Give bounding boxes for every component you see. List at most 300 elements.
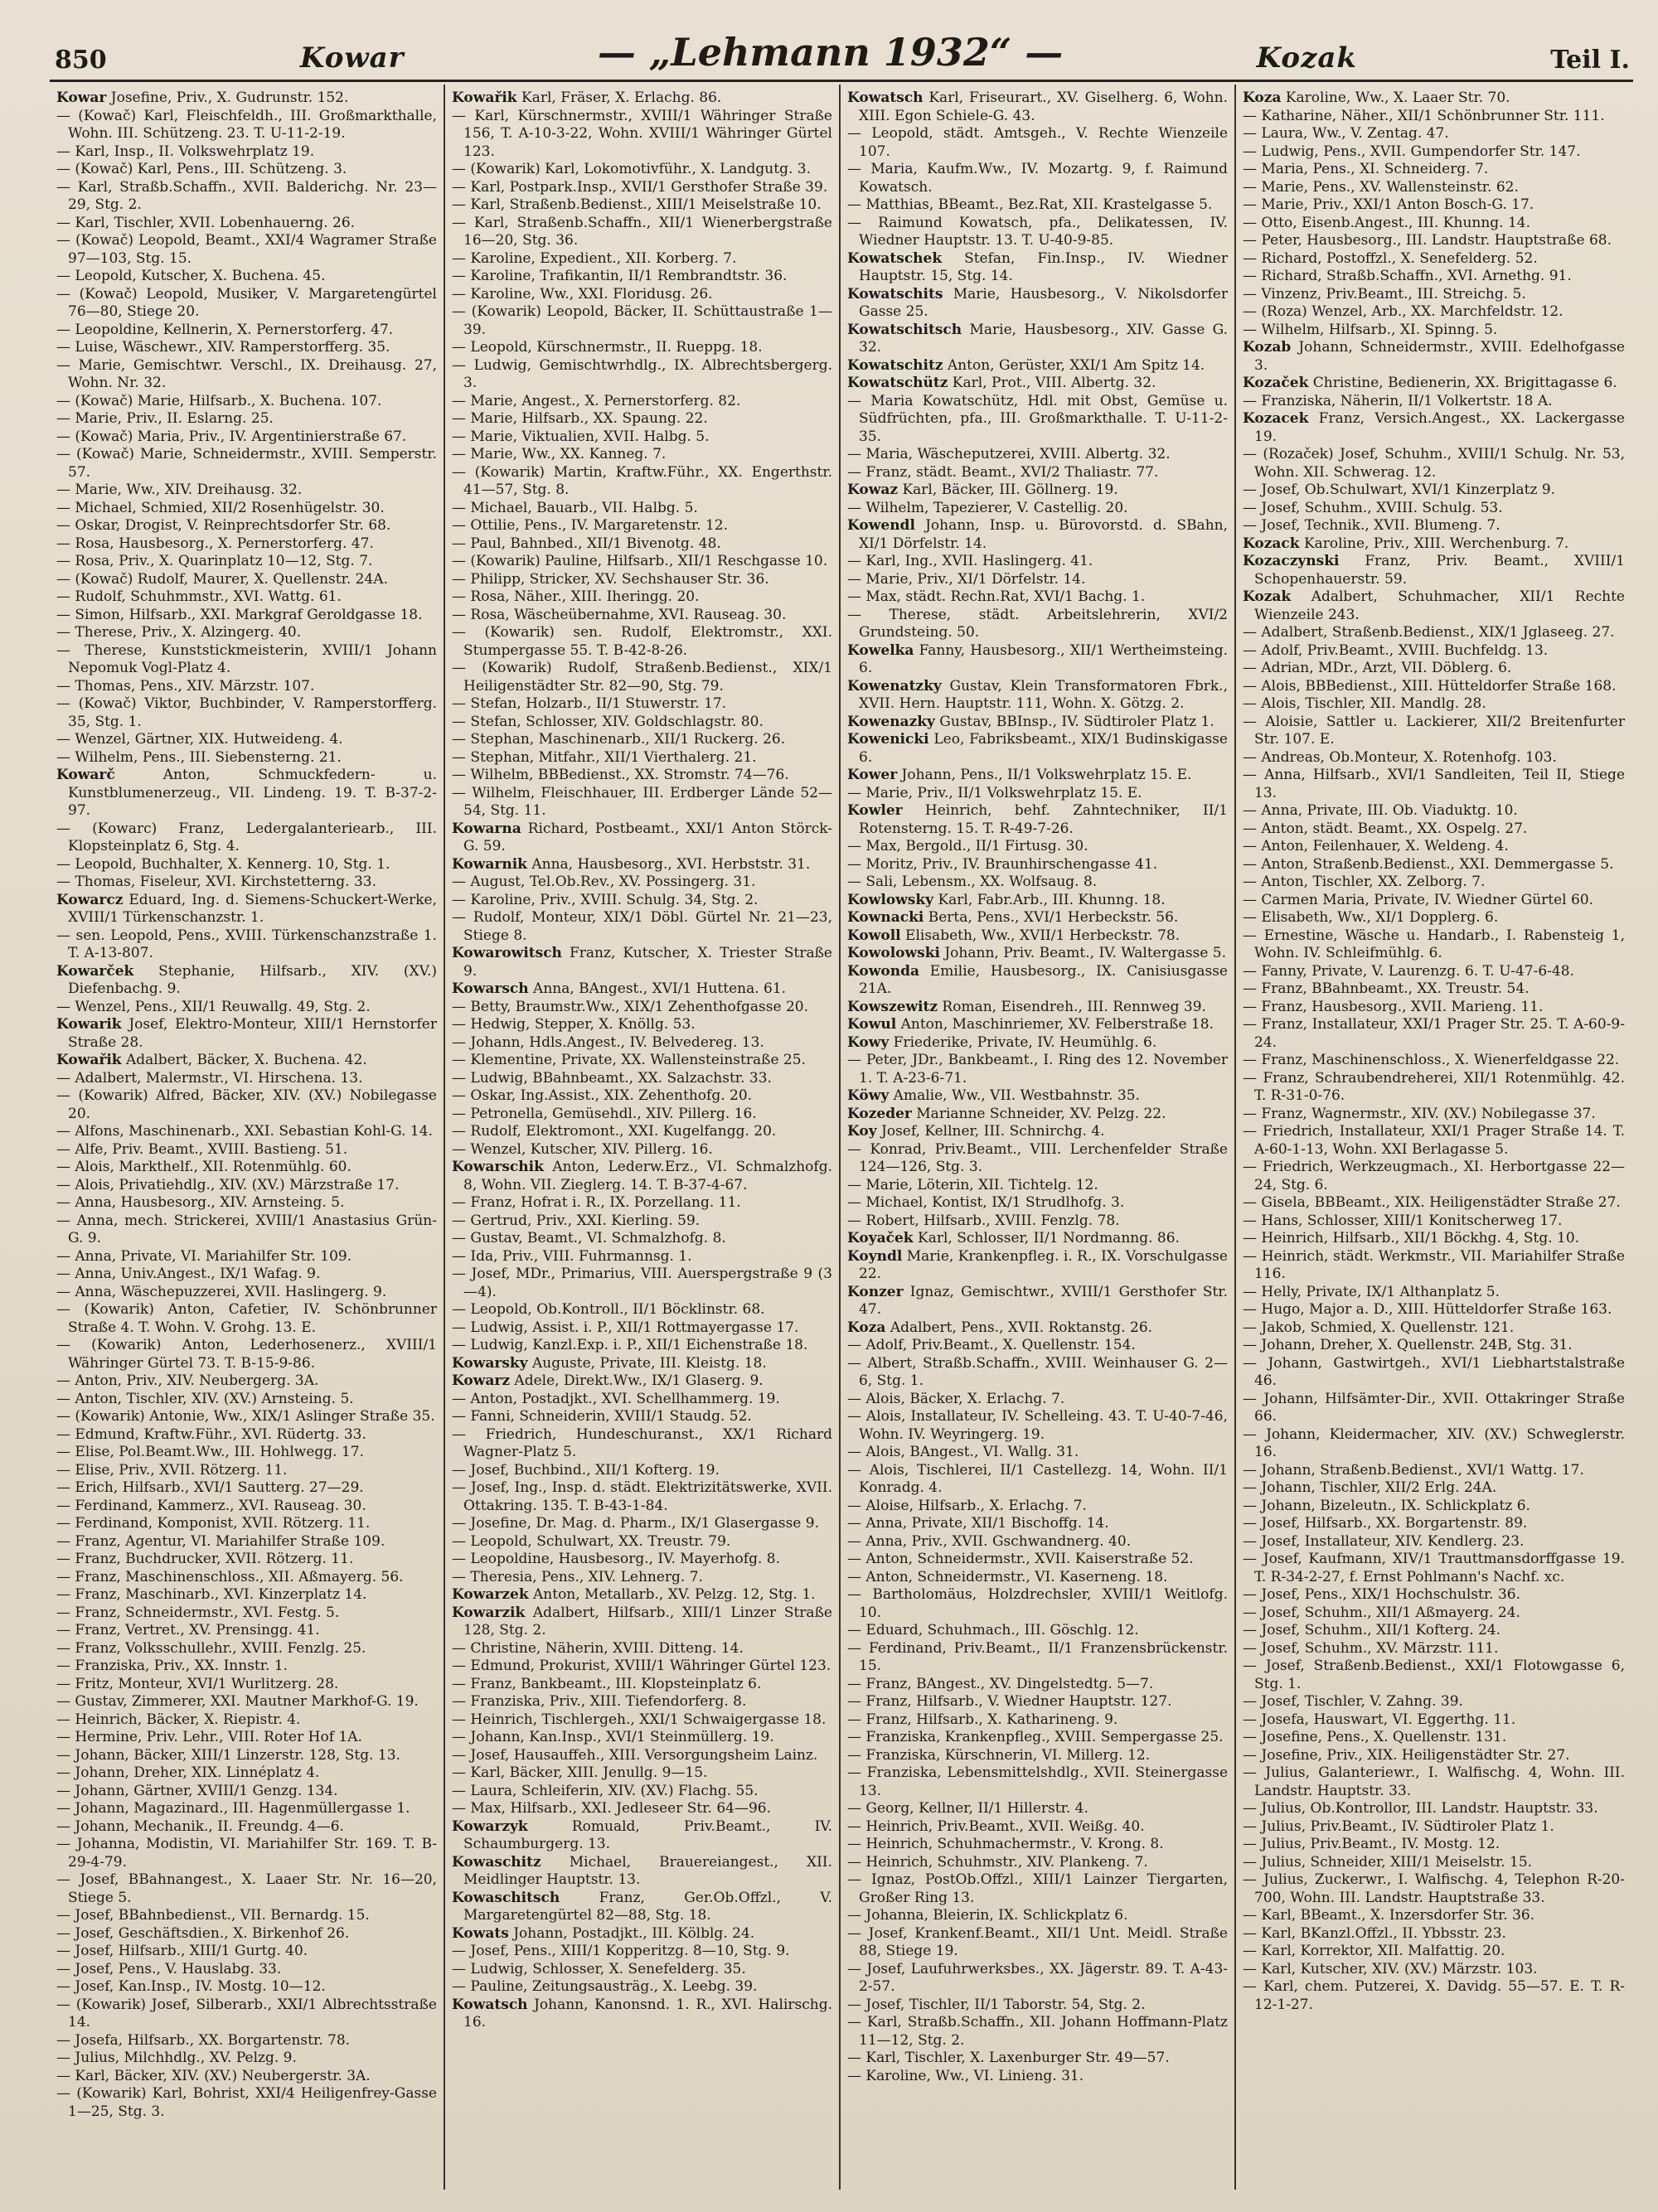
directory-entry: Kowaschitz Michael, Brauereiangest., XII. Meidlinger Hauptstr. 13. [452, 1853, 832, 1888]
directory-entry: Kozaček Christine, Bedienerin, XX. Brigittagasse 6. [1243, 375, 1617, 391]
directory-entry: — (Kowač) Maria, Priv., IV. Argentinierstraße 67. [56, 428, 407, 445]
directory-entry: — Franz, Maschinarb., XVI. Kinzerplatz 14. [56, 1586, 367, 1603]
directory-entry: — Josefine, Priv., XIX. Heiligenstädter Str. 27. [1243, 1746, 1570, 1764]
directory-entry: — Gustav, Zimmerer, XXI. Mautner Markhof-G. 19. [56, 1693, 419, 1710]
directory-entry: — Klementine, Private, XX. Wallensteinstraße 25. [452, 1052, 806, 1068]
directory-entry: — Josef, Schuhm., XII/1 Aßmayerg. 24. [1243, 1604, 1520, 1621]
directory-entry: — Franz, Hofrat i. R., IX. Porzellang. 11. [452, 1194, 741, 1211]
directory-entry: — Ludwig, Kanzl.Exp. i. P., XII/1 Eichenstraße 18. [452, 1337, 808, 1353]
directory-entry: — Johann, Hilfsämter-Dir., XVII. Ottakringer Straße 66. [1243, 1390, 1625, 1425]
directory-entry: — Paul, Bahnbed., XII/1 Bivenotg. 48. [452, 535, 721, 552]
directory-entry: — Karl, Straßenb.Schaffn., XII/1 Wienerbergstraße 16—20, Stg. 36. [452, 214, 832, 249]
directory-entry: — Julius, Ob.Kontrollor, III. Landstr. Hauptstr. 33. [1243, 1800, 1598, 1817]
directory-entry: Kowarsky Auguste, Private, III. Kleistg. 18. [452, 1354, 767, 1372]
directory-entry: Kowarcz Eduard, Ing. d. Siemens-Schuckert-Werke, XVIII/1 Türkenschanzstr. 1. [56, 891, 437, 926]
directory-entry: Kowar Josefine, Priv., X. Gudrunstr. 152. [56, 90, 349, 106]
directory-entry: — Wenzel, Kutscher, XIV. Pillerg. 16. [452, 1140, 713, 1158]
directory-entry: — Helly, Private, IX/1 Althanplatz 5. [1243, 1283, 1500, 1300]
directory-entry: — Josef, Pens., V. Hauslabg. 33. [56, 1960, 282, 1977]
directory-entry: — Rosa, Wäscheübernahme, XVI. Rauseag. 30. [452, 606, 787, 623]
directory-entry: Kowatschütz Karl, Prot., VIII. Albertg. 32. [847, 375, 1156, 391]
directory-entry: — Karl, Postpark.Insp., XVII/1 Gersthofer Straße 39. [452, 178, 828, 196]
directory-entry: — (Roza) Wenzel, Arb., XX. Marchfeldstr. 12. [1243, 303, 1563, 320]
directory-entry: — Marie, Priv., XI/1 Dörfelstr. 14. [847, 570, 1086, 588]
directory-entry: — Julius, Priv.Beamt., IV. Südtiroler Platz 1. [1243, 1818, 1554, 1835]
directory-entry: — Wenzel, Pens., XII/1 Reuwallg. 49, Stg. 2. [56, 998, 371, 1015]
directory-entry: — Franz, Schneidermstr., XVI. Festg. 5. [56, 1604, 340, 1621]
directory-entry: — Elisabeth, Ww., XI/1 Dopplerg. 6. [1243, 909, 1499, 926]
directory-entry: — Heinrich, Schuhmstr., XIV. Plankeng. 7. [847, 1853, 1148, 1871]
directory-entry: Kowarzyk Romuald, Priv.Beamt., IV. Schaumburgerg. 13. [452, 1818, 832, 1852]
directory-entry: Kowarowitsch Franz, Kutscher, X. Triester Straße 9. [452, 945, 832, 980]
directory-entry: — Josef, Geschäftsdien., X. Birkenhof 26. [56, 1924, 350, 1942]
directory-entry: — Karl, Straßb.Schaffn., XII. Johann Hoffmann-Platz 11—12, Stg. 2. [847, 2014, 1228, 2049]
directory-entry: — Franz, Agentur, VI. Mariahilfer Straße 109. [56, 1532, 385, 1550]
directory-entry: — Jakob, Schmied, X. Quellenstr. 121. [1243, 1319, 1515, 1336]
directory-entry: — Anton, Priv., XIV. Neubergerg. 3A. [56, 1372, 319, 1389]
directory-entry: — Heinrich, Priv.Beamt., XVII. Weißg. 40. [847, 1818, 1145, 1835]
directory-entry: — Rosa, Priv., X. Quarinplatz 10—12, Stg. 7. [56, 553, 373, 569]
directory-entry: — Marie, Viktualien, XVII. Halbg. 5. [452, 428, 710, 445]
directory-entry: Kowenazky Gustav, BBInsp., IV. Südtiroler Platz 1. [847, 713, 1214, 730]
directory-entry: Kowelka Fanny, Hausbesorg., XII/1 Wertheimsteing. 6. [847, 641, 1228, 676]
directory-entry: — Edmund, Prokurist, XVIII/1 Währinger Gürtel 123. [452, 1658, 831, 1674]
directory-entry: — Ludwig, Schlosser, X. Senefelderg. 35. [452, 1960, 746, 1977]
directory-entry: — (Kowarik) Pauline, Hilfsarb., XII/1 Reschgasse 10. [452, 553, 828, 569]
directory-entry: — Karl, Bäcker, XIV. (XV.) Neubergerstr. 3A. [56, 2067, 371, 2084]
directory-entry: Kowarček Stephanie, Hilfsarb., XIV. (XV.) Diefenbachg. 9. [56, 962, 437, 997]
directory-entry: Kozack Karoline, Priv., XIII. Werchenburg. 7. [1243, 535, 1569, 552]
directory-entry: — Alfe, Priv. Beamt., XVIII. Bastieng. 51. [56, 1140, 348, 1158]
directory-entry: — Leopold, Schulwart, XX. Treustr. 79. [452, 1532, 731, 1550]
directory-entry: — Marie, Ww., XIV. Dreihausg. 32. [56, 482, 303, 498]
directory-entry: — Josef, Technik., XVII. Blumeng. 7. [1243, 517, 1500, 534]
directory-entry: — Katharine, Näher., XII/1 Schönbrunner Str. 111. [1243, 107, 1605, 124]
directory-entry: — (Kowarik) Leopold, Bäcker, II. Schüttaustraße 1—39. [452, 303, 832, 338]
directory-entry: — (Kowač) Karl, Fleischfeldh., III. Großmarkthalle, Wohn. III. Schützeng. 23. T. U-11-2-19. [56, 107, 437, 142]
directory-entry: — Michael, Kontist, IX/1 Strudlhofg. 3. [847, 1194, 1125, 1211]
directory-entry: — Karl, chem. Putzerei, X. Davidg. 55—57. E. T. R-12-1-27. [1243, 1978, 1625, 2013]
directory-entry: — Alois, BAngest., VI. Wallg. 31. [847, 1444, 1079, 1460]
directory-entry: — Philipp, Stricker, XV. Sechshauser Str. 36. [452, 570, 769, 588]
directory-entry: — (Kowarik) sen. Rudolf, Elektromstr., XXI. Stumpergasse 55. T. B-42-8-26. [452, 624, 832, 659]
directory-entry: — Josef, Schuhm., XII/1 Kofterg. 24. [1243, 1622, 1501, 1638]
directory-entry: — Adolf, Priv.Beamt., X. Quellenstr. 154. [847, 1337, 1136, 1353]
directory-entry: — Anna, Wäschepuzzerei, XVII. Haslingerg. 9. [56, 1283, 387, 1300]
directory-entry: — Franz, Wagnermstr., XIV. (XV.) Nobilegasse 37. [1243, 1105, 1596, 1122]
directory-entry: — Ferdinand, Komponist, XVII. Rötzerg. 11. [56, 1515, 371, 1532]
directory-entry: Kowendl Johann, Insp. u. Bürovorstd. d. SBahn, XI/1 Dörfelstr. 14. [847, 517, 1228, 552]
directory-entry: — (Kowač) Leopold, Musiker, V. Margaretengürtel 76—80, Stiege 20. [56, 285, 437, 320]
directory-entry: — (Kowač) Marie, Schneidermstr., XVIII. Semperstr. 57. [56, 446, 437, 481]
directory-entry: — Josefine, Pens., X. Quellenstr. 131. [1243, 1729, 1507, 1745]
column-4 [1236, 85, 1631, 2190]
directory-entry: — Alois, Installateur, IV. Schelleing. 43. T. U-40-7-46, Wohn. IV. Weyringerg. 19. [847, 1408, 1228, 1443]
directory-entry: — Franz, Vertret., XV. Prensingg. 41. [56, 1622, 320, 1638]
directory-entry: — Eduard, Schuhmach., III. Göschlg. 12. [847, 1622, 1139, 1638]
directory-entry: — Ludwig, Gemischtwrhdlg., IX. Albrechtsbergerg. 3. [452, 356, 832, 391]
directory-entry: — Marie, Priv., II/1 Volkswehrplatz 15. E. [847, 784, 1142, 801]
directory-entry: — Josefa, Hilfsarb., XX. Borgartenstr. 78. [56, 2031, 351, 2049]
directory-entry: Koy Josef, Kellner, III. Schnirchg. 4. [847, 1123, 1105, 1140]
directory-entry: — Georg, Kellner, II/1 Hillerstr. 4. [847, 1800, 1088, 1817]
directory-entry: — Karl, Bäcker, XIII. Jenullg. 9—15. [452, 1764, 708, 1781]
directory-entry: Kowatschits Marie, Hausbesorg., V. Nikolsdorfer Gasse 25. [847, 285, 1228, 320]
directory-entry: — Josefine, Dr. Mag. d. Pharm., IX/1 Glasergasse 9. [452, 1515, 819, 1532]
directory-entry: Kowatsch Johann, Kanonsnd. 1. R., XVI. Halirschg. 16. [452, 1996, 832, 2030]
directory-entry: — Laura, Ww., V. Zentag. 47. [1243, 125, 1449, 142]
directory-entry: — Karl, Straßenb.Bedienst., XIII/1 Meiselstraße 10. [452, 196, 822, 213]
directory-entry: — Julius, Schneider, XIII/1 Meiselstr. 15. [1243, 1853, 1533, 1871]
directory-entry: — Michael, Bauarb., VII. Halbg. 5. [452, 499, 698, 516]
directory-entry: — Franz, Maschinenschloss., XII. Aßmayerg. 56. [56, 1568, 404, 1585]
directory-entry: — Josef, Hausauffeh., XIII. Versorgungsheim Lainz. [452, 1746, 818, 1764]
directory-entry: — Franz, Schraubendreherei, XII/1 Rotenmühlg. 42. T. R-31-0-76. [1243, 1069, 1625, 1104]
directory-entry: Kozeder Marianne Schneider, XV. Pelzg. 22. [847, 1105, 1166, 1122]
directory-entry: — Ludwig, Pens., XVII. Gumpendorfer Str. 147. [1243, 143, 1581, 160]
directory-entry: — Alois, Tischlerei, II/1 Castellezg. 14, Wohn. II/1 Konradg. 4. [847, 1461, 1228, 1496]
directory-entry: — Anton, Postadjkt., XVI. Schellhammerg. 19. [452, 1390, 780, 1407]
directory-entry: — Franz, Installateur, XXI/1 Prager Str. 25. T. A-60-9-24. [1243, 1016, 1625, 1051]
directory-entry: — Max, Hilfsarb., XXI. Jedleseer Str. 64—96. [452, 1800, 771, 1817]
directory-entry: — Franz, Bankbeamt., III. Klopsteinplatz 6. [452, 1675, 762, 1692]
directory-entry: — Karl, Tischler, X. Laxenburger Str. 49—57. [847, 2050, 1170, 2066]
directory-entry: — Johann, Dreher, X. Quellenstr. 24B, Stg. 31. [1243, 1337, 1573, 1353]
directory-entry: — Laura, Schleiferin, XIV. (XV.) Flachg. 55. [452, 1782, 759, 1799]
directory-entry: — Richard, Straßb.Schaffn., XVI. Arnethg. 91. [1243, 268, 1572, 284]
directory-entry: — Marie, Priv., XXI/1 Anton Bosch-G. 17. [1243, 196, 1534, 213]
directory-entry: — Alois, Privatiehdlg., XIV. (XV.) Märzstraße 17. [56, 1176, 400, 1193]
directory-entry: Kowszewitz Roman, Eisendreh., III. Rennweg 39. [847, 998, 1206, 1015]
directory-entry: — Franziska, Krankenpfleg., XVIII. Sempergasse 25. [847, 1729, 1224, 1745]
directory-entry: — Petronella, Gemüsehdl., XIV. Pillerg. 16. [452, 1105, 757, 1122]
directory-entry: Kowarna Richard, Postbeamt., XXI/1 Anton Störck-G. 59. [452, 820, 832, 854]
directory-entry: Kowaschitsch Franz, Ger.Ob.Offzl., V. Margaretengürtel 82—88, Stg. 18. [452, 1889, 832, 1924]
directory-entry: — Karoline, Ww., XXI. Floridusg. 26. [452, 285, 713, 303]
directory-entry: Koza Adalbert, Pens., XVII. Roktanstg. 26. [847, 1319, 1153, 1336]
directory-entry: — (Kowač) Leopold, Beamt., XXI/4 Wagramer Straße 97—103, Stg. 15. [56, 232, 437, 267]
directory-entry: — Konrad, Priv.Beamt., VIII. Lerchenfelder Straße 124—126, Stg. 3. [847, 1140, 1228, 1175]
directory-entry: Kowarnik Anna, Hausbesorg., XVI. Herbststr. 31. [452, 855, 811, 873]
directory-entry: Kowler Heinrich, behf. Zahntechniker, II/1 Rotensterng. 15. T. R-49-7-26. [847, 802, 1228, 837]
directory-entry: — Stephan, Maschinenarb., XII/1 Ruckerg. 26. [452, 731, 786, 748]
directory-entry: — Johann, Bäcker, XIII/1 Linzerstr. 128, Stg. 13. [56, 1746, 400, 1764]
directory-entry: — Gustav, Beamt., VI. Schmalzhofg. 8. [452, 1230, 726, 1246]
directory-entry: — Robert, Hilfsarb., XVIII. Fenzlg. 78. [847, 1212, 1120, 1229]
directory-entry: — Karl, Korrektor, XII. Malfattig. 20. [1243, 1943, 1505, 1959]
directory-entry: — Heinrich, städt. Werkmstr., VII. Mariahilfer Straße 116. [1243, 1247, 1625, 1282]
page-header [55, 25, 1630, 75]
directory-entry: — Max, städt. Rechn.Rat, XVI/1 Bachg. 1. [847, 588, 1146, 605]
directory-entry: — Josefa, Hauswart, VI. Eggerthg. 11. [1243, 1711, 1516, 1728]
header-rule [50, 80, 1633, 82]
directory-entry: — Franziska, Kürschnerin, VI. Millerg. 12. [847, 1746, 1151, 1764]
directory-entry: — Richard, Postoffzl., X. Senefelderg. 52. [1243, 249, 1538, 267]
directory-entry: — Josef, Installateur, XIV. Kendlerg. 23. [1243, 1532, 1525, 1550]
directory-entry: — Erich, Hilfsarb., XVI/1 Sautterg. 27—29. [56, 1479, 364, 1496]
directory-entry: Kowonda Emilie, Hausbesorg., IX. Canisiusgasse 21A. [847, 962, 1228, 997]
directory-entry: — Marie, Hilfsarb., XX. Spaung. 22. [452, 410, 708, 427]
directory-entry: — Ernestine, Wäsche u. Handarb., I. Rabensteig 1, Wohn. IV. Schleifmühlg. 6. [1243, 927, 1625, 961]
directory-entry: — Karl, Kutscher, XIV. (XV.) Märzstr. 103. [1243, 1960, 1538, 1977]
directory-entry: — Elise, Pol.Beamt.Ww., III. Hohlwegg. 17. [56, 1444, 364, 1460]
column-2 [445, 85, 841, 2190]
directory-entry: — Franz, BBahnbeamt., XX. Treustr. 54. [1243, 980, 1530, 997]
directory-entry: — Franz, Hilfsarb., V. Wiedner Hauptstr. 127. [847, 1693, 1172, 1710]
directory-entry: — Marie, Angest., X. Pernerstorferg. 82. [452, 392, 741, 409]
directory-entry: — (Kowarik) Anton, Lederhosenerz., XVIII/1 Währinger Gürtel 73. T. B-15-9-86. [56, 1337, 437, 1372]
directory-entry: — Vinzenz, Priv.Beamt., III. Streichg. 5. [1243, 285, 1526, 303]
directory-entry: — Ludwig, BBahnbeamt., XX. Salzachstr. 33. [452, 1069, 772, 1087]
directory-entry: — Maria, Kaufm.Ww., IV. Mozartg. 9, f. Raimund Kowatsch. [847, 161, 1228, 196]
directory-entry: Kowaz Karl, Bäcker, III. Göllnerg. 19. [847, 482, 1118, 498]
directory-entry: — Elise, Priv., XVII. Rötzerg. 11. [56, 1461, 288, 1479]
directory-entry: — Edmund, Kraftw.Führ., XVI. Rüdertg. 33. [56, 1425, 366, 1443]
directory-entry: — Julius, Priv.Beamt., IV. Mostg. 12. [1243, 1836, 1500, 1852]
directory-entry: — Sali, Lebensm., XX. Wolfsaug. 8. [847, 874, 1098, 890]
directory-entry: — Leopoldine, Hausbesorg., IV. Mayerhofg. 8. [452, 1551, 780, 1567]
directory-entry: — Stefan, Schlosser, XIV. Goldschlagstr. 80. [452, 713, 764, 730]
directory-entry: — Andreas, Ob.Monteur, X. Rotenhofg. 103. [1243, 748, 1557, 766]
directory-entry: — Alois, Bäcker, X. Erlachg. 7. [847, 1390, 1065, 1407]
directory-entry: — Marie, Ww., XX. Kanneg. 7. [452, 446, 667, 462]
directory-entry: — (Kowarik) Rudolf, Straßenb.Bedienst., XIX/1 Heiligenstädter Str. 82—90, Stg. 79. [452, 660, 832, 695]
directory-entry: — (Kowarik) Josef, Silberarb., XXI/1 Albrechtsstraße 14. [56, 1996, 437, 2030]
directory-entry: — Anna, Univ.Angest., IX/1 Wafag. 9. [56, 1266, 321, 1282]
directory-entry: — Ottilie, Pens., IV. Margaretenstr. 12. [452, 517, 729, 534]
directory-entry: — Hugo, Major a. D., XIII. Hütteldorfer Straße 163. [1243, 1301, 1612, 1318]
directory-entry: — Karl, Ing., XVII. Haslingerg. 41. [847, 553, 1093, 569]
directory-entry: — Adolf, Priv.Beamt., XVIII. Buchfeldg. 13. [1243, 641, 1549, 659]
directory-entry: — Bartholomäus, Holzdrechsler, XVIII/1 Weitlofg. 10. [847, 1586, 1228, 1621]
directory-entry: — Alfons, Maschinenarb., XXI. Sebastian Kohl-G. 14. [56, 1123, 433, 1140]
directory-entry: Kozak Adalbert, Schuhmacher, XII/1 Rechte Wienzeile 243. [1243, 588, 1625, 623]
directory-entry: Kowarik Josef, Elektro-Monteur, XIII/1 Hernstorfer Straße 28. [56, 1016, 437, 1051]
directory-entry: — Johann, Tischler, XII/2 Erlg. 24A. [1243, 1479, 1497, 1496]
directory-entry: — Albert, Straßb.Schaffn., XVIII. Weinhauser G. 2—6, Stg. 1. [847, 1354, 1228, 1389]
directory-entry: — Heinrich, Bäcker, X. Riepistr. 4. [56, 1711, 301, 1728]
directory-entry: — Anna, Private, XII/1 Bischoffg. 14. [847, 1515, 1109, 1532]
directory-entry: — Theresia, Pens., XIV. Lehnerg. 7. [452, 1568, 703, 1585]
directory-entry: — Friedrich, Hundeschuranst., XX/1 Richard Wagner-Platz 5. [452, 1425, 832, 1460]
directory-entry: — Leopold, Kutscher, X. Buchena. 45. [56, 268, 326, 284]
directory-entry: — Anna, Private, VI. Mariahilfer Str. 109. [56, 1247, 352, 1265]
directory-entry: — Ludwig, Assist. i. P., XII/1 Rottmayergasse 17. [452, 1319, 799, 1336]
directory-entry: — Josef, Kaufmann, XIV/1 Trauttmansdorffgasse 19. T. R-34-2-27, f. Ernst Pohlmann's Nachf. xc. [1243, 1551, 1625, 1585]
directory-entry: — Franziska, Lebensmittelshdlg., XVII. Steinergasse 13. [847, 1764, 1228, 1799]
directory-entry: — Wilhelm, Hilfsarb., XI. Spinng. 5. [1243, 321, 1498, 338]
directory-entry: — Josef, Straßenb.Bedienst., XXI/1 Flotowgasse 6, Stg. 1. [1243, 1658, 1625, 1692]
directory-entry: — Julius, Galanteriewr., I. Walfischg. 4, Wohn. III. Landstr. Hauptstr. 33. [1243, 1764, 1625, 1799]
directory-entry: — Johann, Kan.Insp., XVI/1 Steinmüllerg. 19. [452, 1729, 774, 1745]
directory-entry: Kowatschek Stefan, Fin.Insp., IV. Wiedner Hauptstr. 15, Stg. 14. [847, 249, 1228, 284]
directory-entry: — Thomas, Fiseleur, XVI. Kirchstetterng. 33. [56, 874, 377, 890]
directory-entry: — Hermine, Priv. Lehr., VIII. Roter Hof 1A. [56, 1729, 362, 1745]
directory-entry: — Heinrich, Schuhmachermstr., V. Krong. 8. [847, 1836, 1164, 1852]
directory-entry: — Karl, Kürschnermstr., XVIII/1 Währinger Straße 156, T. A-10-3-22, Wohn. XVIII/1 Währinger Gürtel 123. [452, 107, 832, 160]
directory-entry: — Johann, Gärtner, XVIII/1 Genzg. 134. [56, 1782, 338, 1799]
directory-entry: — Leopold, Ob.Kontroll., II/1 Böcklinstr. 68. [452, 1301, 765, 1318]
directory-entry: Kowatschitsch Marie, Hausbesorg., XIV. Gasse G. 32. [847, 321, 1228, 356]
directory-entry: — Karl, Insp., II. Volkswehrplatz 19. [56, 143, 315, 160]
directory-entry: — Anton, Schneidermstr., XVII. Kaiserstraße 52. [847, 1551, 1194, 1567]
directory-entry: Kowarz Adele, Direkt.Ww., IX/1 Glaserg. 9. [452, 1372, 764, 1389]
directory-entry: — (Kowarik) Anton, Cafetier, IV. Schönbrunner Straße 4. T. Wohn. V. Grohg. 13. E. [56, 1301, 437, 1336]
directory-entry: — Josef, Tischler, V. Zahng. 39. [1243, 1693, 1463, 1710]
directory-entry: Kowatschitz Anton, Gerüster, XXI/1 Am Spitz 14. [847, 356, 1205, 374]
directory-entry: — Josef, Ing., Insp. d. städt. Elektrizitätswerke, XVII. Ottakring. 135. T. B-43-1-84. [452, 1479, 832, 1514]
directory-entry: Kowolowski Johann, Priv. Beamt., IV. Waltergasse 5. [847, 945, 1227, 961]
directory-entry: — Johanna, Modistin, VI. Mariahilfer Str. 169. T. B-29-4-79. [56, 1836, 437, 1871]
directory-entry: — Johann, Straßenb.Bedienst., XVI/1 Wattg. 17. [1243, 1461, 1584, 1479]
directory-entry: — Rosa, Hausbesorg., X. Pernerstorferg. 47. [56, 535, 374, 552]
directory-entry: — Julius, Zuckerwr., I. Walfischg. 4, Telephon R-20-700, Wohn. III. Landstr. Hauptstraße 33. [1243, 1871, 1625, 1906]
directory-entry: Köwy Amalie, Ww., VII. Westbahnstr. 35. [847, 1087, 1140, 1104]
directory-entry: — Stephan, Mitfahr., XII/1 Vierthalerg. 21. [452, 748, 757, 766]
directory-entry: — Wilhelm, Pens., III. Siebensterng. 21. [56, 748, 342, 766]
directory-entry: Konzer Ignaz, Gemischtwr., XVIII/1 Gersthofer Str. 47. [847, 1283, 1228, 1318]
directory-entry: — Rosa, Näher., XIII. Iheringg. 20. [452, 588, 700, 605]
directory-entry: — Johann, Mechanik., II. Freundg. 4—6. [56, 1818, 344, 1835]
directory-entry: — Josef, Buchbind., XII/1 Kofterg. 19. [452, 1461, 720, 1479]
directory-entry: — Karl, BKanzl.Offzl., II. Ybbsstr. 23. [1243, 1924, 1506, 1942]
directory-entry: — Wilhelm, Fleischhauer, III. Erdberger Lände 52—54, Stg. 11. [452, 784, 832, 819]
directory-entry: — Ferdinand, Priv.Beamt., II/1 Franzensbrückenstr. 15. [847, 1639, 1228, 1674]
directory-entry: — Leopoldine, Kellnerin, X. Pernerstorferg. 47. [56, 321, 394, 338]
directory-entry: Kowarzik Adalbert, Hilfsarb., XIII/1 Linzer Straße 128, Stg. 2. [452, 1604, 832, 1638]
directory-entry: — Simon, Hilfsarb., XXI. Markgraf Geroldgasse 18. [56, 606, 423, 623]
directory-entry: Kower Johann, Pens., II/1 Volkswehrplatz 15. E. [847, 767, 1192, 783]
directory-entry: — Peter, JDr., Bankbeamt., I. Ring des 12. November 1. T. A-23-6-71. [847, 1052, 1228, 1087]
right-keyword: Kozak [1256, 41, 1357, 75]
directory-entry: Kowarsch Anna, BAngest., XVI/1 Huttena. 61. [452, 980, 787, 997]
directory-entry: — (Kowač) Karl, Pens., III. Schützeng. 3. [56, 161, 347, 177]
directory-entry: Kowenatzky Gustav, Klein Transformatoren Fbrk., XVII. Hern. Hauptstr. 111, Wohn. X. Götzg. 2. [847, 677, 1228, 712]
directory-entry: — Marie, Pens., XV. Wallensteinstr. 62. [1243, 178, 1519, 196]
directory-entry: — Aloise, Hilfsarb., X. Erlachg. 7. [847, 1497, 1087, 1514]
directory-entry: Koyaček Karl, Schlosser, II/1 Nordmanng. 86. [847, 1230, 1180, 1246]
directory-entry: Kowařik Karl, Fräser, X. Erlachg. 86. [452, 90, 722, 106]
directory-entry: — Pauline, Zeitungsausträg., X. Leebg. 39. [452, 1978, 758, 1995]
directory-entry: — Friedrich, Werkzeugmach., XI. Herbortgasse 22—24, Stg. 6. [1243, 1159, 1625, 1193]
directory-entry: — Franziska, Priv., XIII. Tiefendorferg. 8. [452, 1693, 747, 1710]
directory-entry: — (Kowarik) Martin, Kraftw.Führ., XX. Engerthstr. 41—57, Stg. 8. [452, 463, 832, 498]
directory-entry: — Karoline, Ww., VI. Linieng. 31. [847, 2067, 1084, 2084]
directory-entry: Kozab Johann, Schneidermstr., XVIII. Edelhofgasse 3. [1243, 339, 1625, 374]
directory-entry: — Johanna, Bleierin, IX. Schlickplatz 6. [847, 1907, 1128, 1924]
directory-entry: Kozaczynski Franz, Priv. Beamt., XVIII/1 Schopenhauerstr. 59. [1243, 553, 1625, 588]
directory-entry: — Franziska, Näherin, II/1 Volkertstr. 18 A. [1243, 392, 1553, 409]
directory-entry: — Maria Kowatschütz, Hdl. mit Obst, Gemüse u. Südfrüchten, pfa., III. Großmarkthalle. T. U-11-2-35. [847, 392, 1228, 445]
directory-entry: — Anton, Tischler, XIV. (XV.) Arnsteing. 5. [56, 1390, 354, 1407]
directory-entry: — Thomas, Pens., XIV. Märzstr. 107. [56, 677, 315, 695]
directory-entry: — Karoline, Trafikantin, II/1 Rembrandtstr. 36. [452, 268, 788, 284]
directory-entry: — Adalbert, Straßenb.Bedienst., XIX/1 Jglaseeg. 27. [1243, 624, 1615, 641]
directory-entry: — Leopold, Kürschnermstr., II. Rueppg. 18. [452, 339, 763, 356]
directory-entry: — Alois, BBBedienst., XIII. Hütteldorfer Straße 168. [1243, 677, 1617, 695]
directory-entry: — Franziska, Priv., XX. Innstr. 1. [56, 1658, 288, 1674]
directory-entry: — Anton, Straßenb.Bedienst., XXI. Demmergasse 5. [1243, 855, 1614, 873]
directory-entry: — Karl, Straßb.Schaffn., XVII. Balderichg. Nr. 23—29, Stg. 2. [56, 178, 437, 213]
directory-entry: — Josef, Pens., XIII/1 Kopperitzg. 8—10, Stg. 9. [452, 1943, 790, 1959]
directory-entry: — Ferdinand, Kammerz., XVI. Rauseag. 30. [56, 1497, 366, 1514]
directory-entry: — Gisela, BBBeamt., XIX. Heiligenstädter Straße 27. [1243, 1194, 1621, 1211]
directory-entry: — Josef, Hilfsarb., XX. Borgartenstr. 89. [1243, 1515, 1528, 1532]
directory-entry: — Karl, Tischler, XVII. Lobenhauerng. 26. [56, 214, 356, 231]
page-title: — „Lehmann 1932“ — [597, 30, 1064, 75]
directory-entry: — Therese, Kunststickmeisterin, XVIII/1 Johann Nepomuk Vogl-Platz 4. [56, 641, 437, 676]
directory-entry: — Fanny, Private, V. Laurenzg. 6. T. U-47-6-48. [1243, 962, 1574, 980]
directory-entry: — Leopold, städt. Amtsgeh., V. Rechte Wienzeile 107. [847, 125, 1228, 160]
directory-entry: — Stefan, Holzarb., II/1 Stuwerstr. 17. [452, 695, 727, 712]
directory-entry: Kowenicki Leo, Fabriksbeamt., XIX/1 Budinskigasse 6. [847, 731, 1228, 766]
directory-entry: — Hans, Schlosser, XIII/1 Konitscherweg 17. [1243, 1212, 1563, 1229]
directory-entry: — Johann, Magazinard., III. Hagenmüllergasse 1. [56, 1800, 410, 1817]
directory-entry: — Oskar, Drogist, V. Reinprechtsdorfer Str. 68. [56, 517, 391, 534]
directory-entry: — Johann, Dreher, XIX. Linnéplatz 4. [56, 1764, 320, 1781]
directory-entry: — Josef, Schuhm., XV. Märzstr. 111. [1243, 1639, 1499, 1657]
directory-entry: Koyndl Marie, Krankenpfleg. i. R., IX. Vorschulgasse 22. [847, 1247, 1228, 1282]
directory-entry: — (Kowač) Rudolf, Maurer, X. Quellenstr. 24A. [56, 570, 388, 588]
directory-entry: — Ignaz, PostOb.Offzl., XIII/1 Lainzer Tiergarten, Großer Ring 13. [847, 1871, 1228, 1906]
directory-entry: — Josef, Kan.Insp., IV. Mostg. 10—12. [56, 1978, 326, 1995]
directory-entry: — Heinrich, Hilfsarb., XII/1 Böckhg. 4, Stg. 10. [1243, 1230, 1580, 1246]
directory-entry: — Oskar, Ing.Assist., XIX. Zehenthofg. 20. [452, 1087, 753, 1104]
directory-entry: — Adrian, MDr., Arzt, VII. Döblerg. 6. [1243, 660, 1512, 676]
directory-entry: — (Kowarik) Alfred, Bäcker, XIV. (XV.) Nobilegasse 20. [56, 1087, 437, 1122]
directory-entry: — Josef, Tischler, II/1 Taborstr. 54, Stg. 2. [847, 1996, 1146, 2013]
directory-entry: — Franz, Hilfsarb., X. Katharineng. 9. [847, 1711, 1118, 1728]
directory-entry: — Peter, Hausbesorg., III. Landstr. Hauptstraße 68. [1243, 232, 1612, 249]
directory-entry: Kownacki Berta, Pens., XVI/1 Herbeckstr. 56. [847, 909, 1179, 926]
left-keyword: Kowar [299, 41, 405, 75]
directory-entry: — Karoline, Priv., XVIII. Schulg. 34, Stg. 2. [452, 891, 759, 908]
directory-entry: — Josef, BBahnangest., X. Laaer Str. Nr. 16—20, Stiege 5. [56, 1871, 437, 1906]
directory-entry: — Gertrud, Priv., XXI. Kierling. 59. [452, 1212, 701, 1229]
directory-entry: — Otto, Eisenb.Angest., III. Khunng. 14. [1243, 214, 1531, 231]
directory-entry: — Julius, Milchhdlg., XV. Pelzg. 9. [56, 2050, 297, 2066]
directory-entry: — Rudolf, Elektromont., XXI. Kugelfangg. 20. [452, 1123, 777, 1140]
directory-entry: — Franz, BAngest., XV. Dingelstedtg. 5—7. [847, 1675, 1154, 1692]
directory-entry: — Luise, Wäschewr., XIV. Ramperstorfferg. 35. [56, 339, 390, 356]
directory-entry: — Karoline, Expedient., XII. Korberg. 7. [452, 249, 737, 267]
directory-entry: — Carmen Maria, Private, IV. Wiedner Gürtel 60. [1243, 891, 1594, 908]
directory-entry: — Josef, BBahnbedienst., VII. Bernardg. 15. [56, 1907, 370, 1924]
directory-entry: — Maria, Wäscheputzerei, XVIII. Albertg. 32. [847, 446, 1171, 462]
directory-entry: Kowařik Adalbert, Bäcker, X. Buchena. 42. [56, 1052, 367, 1068]
directory-entry: — Fanni, Schneiderin, XVIII/1 Staudg. 52. [452, 1408, 752, 1425]
directory-entry: — (Kowarik) Antonie, Ww., XIX/1 Aslinger Straße 35. [56, 1408, 435, 1425]
directory-entry: — Wilhelm, BBBedienst., XX. Stromstr. 74—76. [452, 767, 789, 783]
directory-entry: — Franz, Maschinenschloss., X. Wienerfeldgasse 22. [1243, 1052, 1620, 1068]
directory-entry: Kowoll Elisabeth, Ww., XVII/1 Herbeckstr. 78. [847, 927, 1180, 944]
page-number: 850 [55, 46, 107, 75]
directory-entry: — Franz, städt. Beamt., XVI/2 Thaliastr. 77. [847, 463, 1159, 481]
directory-entry: — Raimund Kowatsch, pfa., Delikatessen, IV. Wiedner Hauptstr. 13. T. U-40-9-85. [847, 214, 1228, 249]
directory-entry: Kowarschik Anton, Lederw.Erz., VI. Schmalzhofg. 8, Wohn. VII. Zieglerg. 14. T. B-37-4-67. [452, 1159, 832, 1193]
directory-entry: — (Kowarc) Franz, Ledergalanteriearb., III. Klopsteinplatz 6, Stg. 4. [56, 820, 437, 854]
directory-entry: — Aloisie, Sattler u. Lackierer, XII/2 Breitenfurter Str. 107. E. [1243, 713, 1625, 748]
directory-entry: — Anna, Hausbesorg., XIV. Arnsteing. 5. [56, 1194, 345, 1211]
directory-entry: — Max, Bergold., II/1 Firtusg. 30. [847, 838, 1088, 854]
directory-entry: — Josef, MDr., Primarius, VIII. Auerspergstraße 9 (3—4). [452, 1266, 832, 1300]
directory-entry: — Anton, städt. Beamt., XX. Ospelg. 27. [1243, 820, 1528, 837]
directory-entry: — Leopold, Buchhalter, X. Kennerg. 10, Stg. 1. [56, 855, 390, 873]
directory-entry: Kowarzek Anton, Metallarb., XV. Pelzg. 12, Stg. 1. [452, 1586, 816, 1603]
directory-entry: — Anna, Private, III. Ob. Viaduktg. 10. [1243, 802, 1518, 819]
directory-entry: — Anna, Priv., XVII. Gschwandnerg. 40. [847, 1532, 1132, 1550]
directory-entry: — Hedwig, Stepper, X. Knöllg. 53. [452, 1016, 696, 1033]
